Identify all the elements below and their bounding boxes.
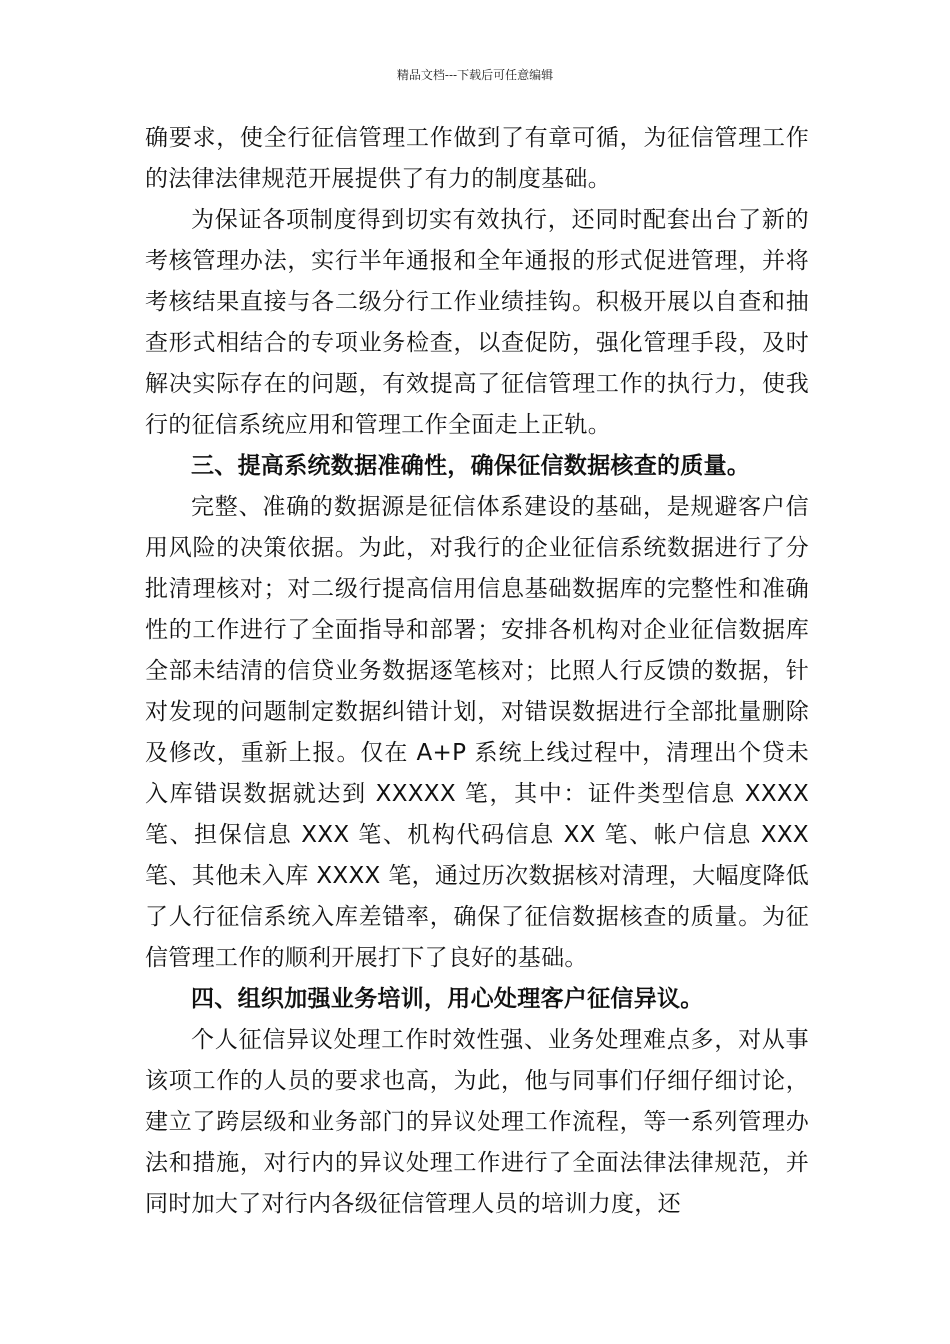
document-body bbox=[145, 118, 809, 1225]
page-header: 精品文档---下载后可任意编辑 bbox=[396, 68, 554, 82]
section-heading-four: 四、组织加强业务培训，用心处理客户征信异议。 bbox=[191, 986, 704, 1012]
paragraph-dispute-handling: 个人征信异议处理工作时效性强、业务处理难点多，对从事该项工作的人员的要求也高，为此，他与同事们仔细仔细讨论，建立了跨层级和业务部门的异议处理工作流程，等一系列管理办法和措施，对行内的异议处理工作进行了全面法律法律规范，并同时加大了对行内各级征信管理人员的培训力度，还 bbox=[145, 1027, 809, 1217]
section-heading-three: 三、提高系统数据准确性，确保征信数据核查的质量。 bbox=[191, 453, 751, 479]
paragraph-data-accuracy: 完整、准确的数据源是征信体系建设的基础，是规避客户信用风险的决策依据。为此，对我行的企业征信系统数据进行了分批清理核对；对二级行提高信用信息基础数据库的完整性和准确性的工作进行了全面指导和部署；安排各机构对企业征信数据库全部未结清的信贷业务数据逐笔核对；比照人行反馈的数据，针对发现的问题制定数据纠错计划，对错误数据进行全部批量删除及修改，重新上报。仅在 A+P 系统上线过程中，清理出个贷未入库错误数据就达到 XXXXX 笔，其中：证件类型信息 XXXX 笔、担保信息 XXX 笔、机构代码信息 XX 笔、帐户信息 XXX 笔、其他未入库 XXXX 笔，通过历次数据核对清理，大幅度降低了人行征信系统入库差错率，确保了征信数据核查的质量。为征信管理工作的顺利开展打下了良好的基础。 bbox=[145, 494, 809, 971]
paragraph-continuation: 确要求，使全行征信管理工作做到了有章可循，为征信管理工作的法律法律规范开展提供了有力的制度基础。 bbox=[145, 125, 809, 192]
paragraph-assessment: 为保证各项制度得到切实有效执行，还同时配套出台了新的考核管理办法，实行半年通报和全年通报的形式促进管理，并将考核结果直接与各二级分行工作业绩挂钩。积极开展以自查和抽查形式相结合的专项业务检查，以查促防，强化管理手段，及时解决实际存在的问题，有效提高了征信管理工作的执行力，使我行的征信系统应用和管理工作全面走上正轨。 bbox=[145, 207, 809, 438]
